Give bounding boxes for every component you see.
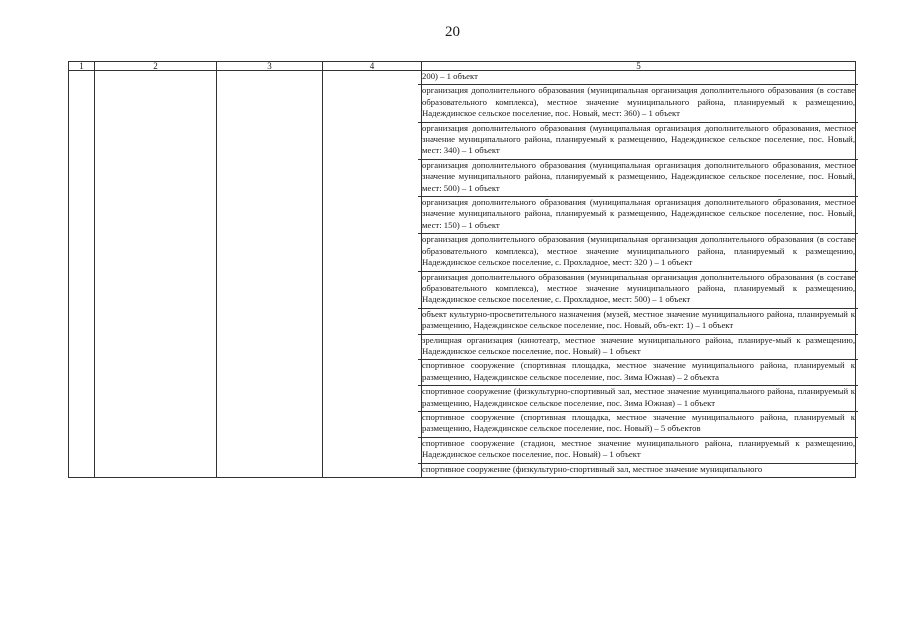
column-header-1: 1: [69, 62, 95, 71]
document-table: [68, 61, 856, 478]
empty-cell-col3: [217, 71, 323, 478]
list-item: спортивное сооружение (физкультурно-спортивный зал, местное значение муниципального района, планируемый к размещению, Надеждинское сельское поселение, пос. Зима Южная) – 1 объект: [418, 386, 858, 412]
list-item: объект культурно-просветительного назначения (музей, местное значение муниципального района, планируемый к размещению, Надеждинское сельское поселение, пос. Новый, объ-ект: 1) – 1 объект: [418, 309, 858, 335]
list-item: спортивное сооружение (стадион, местное значение муниципального района, планируемый к размещению, Надеждинское сельское поселение, пос. Новый) – 1 объект: [418, 438, 858, 464]
list-item: зрелищная организация (кинотеатр, местное значение муниципального района, планируе-мый к размещению, Надеждинское сельское поселение, пос. Новый) – 1 объект: [418, 335, 858, 361]
page-number: 20: [445, 24, 460, 40]
column-header-4: 4: [323, 62, 422, 71]
column-number-row: [69, 62, 856, 71]
empty-cell-col2: [95, 71, 217, 478]
table-row: [69, 71, 856, 478]
list-item: спортивное сооружение (спортивная площадка, местное значение муниципального района, планируемый к размещению, Надеждинское сельское поселение, пос. Новый) – 5 объектов: [418, 412, 858, 438]
list-item: организация дополнительного образования (муниципальная организация дополнительного образования, местное значение муниципального района, планируемый к размещению, Надеждинское сельское поселение, пос. Новый, мест: 150) – 1 объект: [418, 197, 858, 234]
list-item: организация дополнительного образования (муниципальная организация дополнительного образования (в составе образовательного комплекса), местное значение муниципального района, планируемый к размещению, Надеждинское сельское поселение, с. Прохладное, мест: 500) – 1 объект: [418, 272, 858, 309]
list-item: 200) – 1 объект: [418, 71, 858, 85]
list-item: спортивное сооружение (физкультурно-спортивный зал, местное значение муниципального: [422, 463, 763, 474]
list-item: спортивное сооружение (спортивная площадка, местное значение муниципального района, планируемый к размещению, Надеждинское сельское поселение, пос. Зима Южная) – 2 объекта: [418, 360, 858, 386]
list-item: организация дополнительного образования (муниципальная организация дополнительного образования (в составе образовательного комплекса), местное значение муниципального района, планируемый к размещению, Надеждинское сельское поселение, с. Прохладное, мест: 320 ) – 1 объект: [418, 234, 858, 271]
content-cell-col5: [422, 71, 856, 478]
column-header-3: 3: [217, 62, 323, 71]
list-item: организация дополнительного образования (муниципальная организация дополнительного образования, местное значение муниципального района, планируемый к размещению, Надеждинское сельское поселение, пос. Новый, мест: 340) – 1 объект: [418, 123, 858, 160]
empty-cell-col1: [69, 71, 95, 478]
empty-cell-col4: [323, 71, 422, 478]
list-item: организация дополнительного образования (муниципальная организация дополнительного образования (в составе образовательного комплекса), местное значение муниципального района, планируемый к размещению, Надеждинское сельское поселение, пос. Новый, мест: 360) – 1 объект: [418, 85, 858, 122]
column-header-5: 5: [422, 62, 856, 71]
column-header-2: 2: [95, 62, 217, 71]
list-item: организация дополнительного образования (муниципальная организация дополнительного образования, местное значение муниципального района, планируемый к размещению, Надеждинское сельское поселение, пос. Новый, мест: 500) – 1 объект: [418, 160, 858, 197]
